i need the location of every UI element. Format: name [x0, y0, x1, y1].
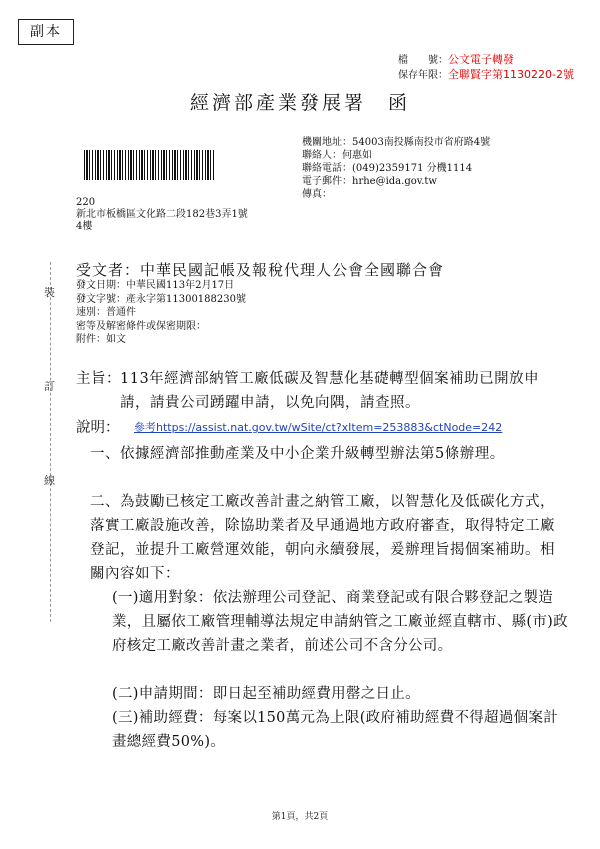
file-number-value: 公文電子轉發: [448, 53, 514, 66]
explanation-item-2: 二、為鼓勵已核定工廠改善計畫之納管工廠，以智慧化及低碳化方式，落實工廠設施改善，除協助業者及早通過地方政府審查，取得特定工廠登記，並提升工廠營運效能，朝向永續發展，爰辦理旨揭個案補助。相關內容如下：: [90, 494, 555, 582]
subject-lead: 主旨：: [76, 371, 121, 387]
document-title: 經濟部產業發展署 函: [189, 92, 410, 114]
attachment: 附件：如文: [76, 334, 126, 345]
binding-line: [50, 262, 51, 622]
retention-value: 全聯賢字第1130220-2號: [448, 68, 574, 81]
margin-mark-staple: 訂: [44, 380, 55, 393]
margin-mark-line: 線: [44, 474, 55, 487]
file-number-label: 檔 號：: [398, 55, 448, 66]
sender-phone: 聯絡電話：(049)2359171 分機1114: [302, 163, 473, 174]
sender-fax: 傳真：: [302, 189, 332, 200]
postcode: 220: [76, 197, 96, 208]
sender-address: 機關地址：54003南投縣南投市省府路4號: [302, 137, 491, 148]
sender-email: 電子郵件：hrhe@ida.gov.tw: [302, 176, 437, 187]
explanation-sub-3: (三)補助經費：每案以150萬元為上限(政府補助經費不得超過個案計畫總經費50%)。: [112, 710, 559, 750]
page-footer: 第1頁，共2頁: [271, 812, 329, 822]
retention-label: 保存年限：: [398, 70, 448, 81]
margin-mark-bind: 裝: [44, 286, 55, 299]
delivery-speed: 速別：普通件: [76, 307, 136, 318]
copy-stamp: 副本: [18, 19, 74, 45]
issue-date: 發文日期：中華民國113年2月17日: [76, 280, 235, 291]
recipient: 受文者：中華民國記帳及報稅代理人公會全國聯合會: [76, 261, 445, 279]
barcode: [84, 150, 214, 180]
explanation-sub-2: (二)申請期間：即日起至補助經費用罄之日止。: [112, 686, 420, 702]
explanation-lead: 說明：: [76, 420, 120, 436]
explanation-item-1: 一、依據經濟部推動產業及中小企業升級轉型辦法第5條辦理。: [90, 446, 505, 462]
sender-contact: 聯絡人：何惠如: [302, 150, 372, 161]
security-level: 密等及解密條件或保密期限：: [76, 320, 206, 332]
recipient-address: [76, 197, 248, 233]
reference-url[interactable]: https://assist.nat.gov.tw/wSite/ct?xItem=253883&ctNode=242: [156, 421, 503, 434]
reference-prefix: 參考: [134, 421, 156, 434]
subject: [76, 367, 566, 415]
address-line1: 新北市板橋區文化路二段182巷3弄1號: [76, 209, 248, 220]
issue-number: 發文字號：產永字第11300188230號: [76, 293, 246, 305]
file-meta: [398, 53, 574, 83]
issue-details: [76, 279, 246, 347]
subject-text: 113年經濟部納管工廠低碳及智慧化基礎轉型個案補助已開放申請，請貴公司踴躍申請，以免向隅，請查照。: [120, 371, 540, 411]
sender-info: [302, 136, 490, 201]
address-line2: 4樓: [76, 221, 93, 232]
reference-link[interactable]: [134, 419, 502, 435]
explanation-sub-1: (一)適用對象：依法辦理公司登記、商業登記或有限合夥登記之製造業，且屬依工廠管理輔導法規定申請納管之工廠並經直轄市、縣(市)政府核定工廠改善計畫之業者，前述公司不含分公司。: [112, 590, 568, 654]
